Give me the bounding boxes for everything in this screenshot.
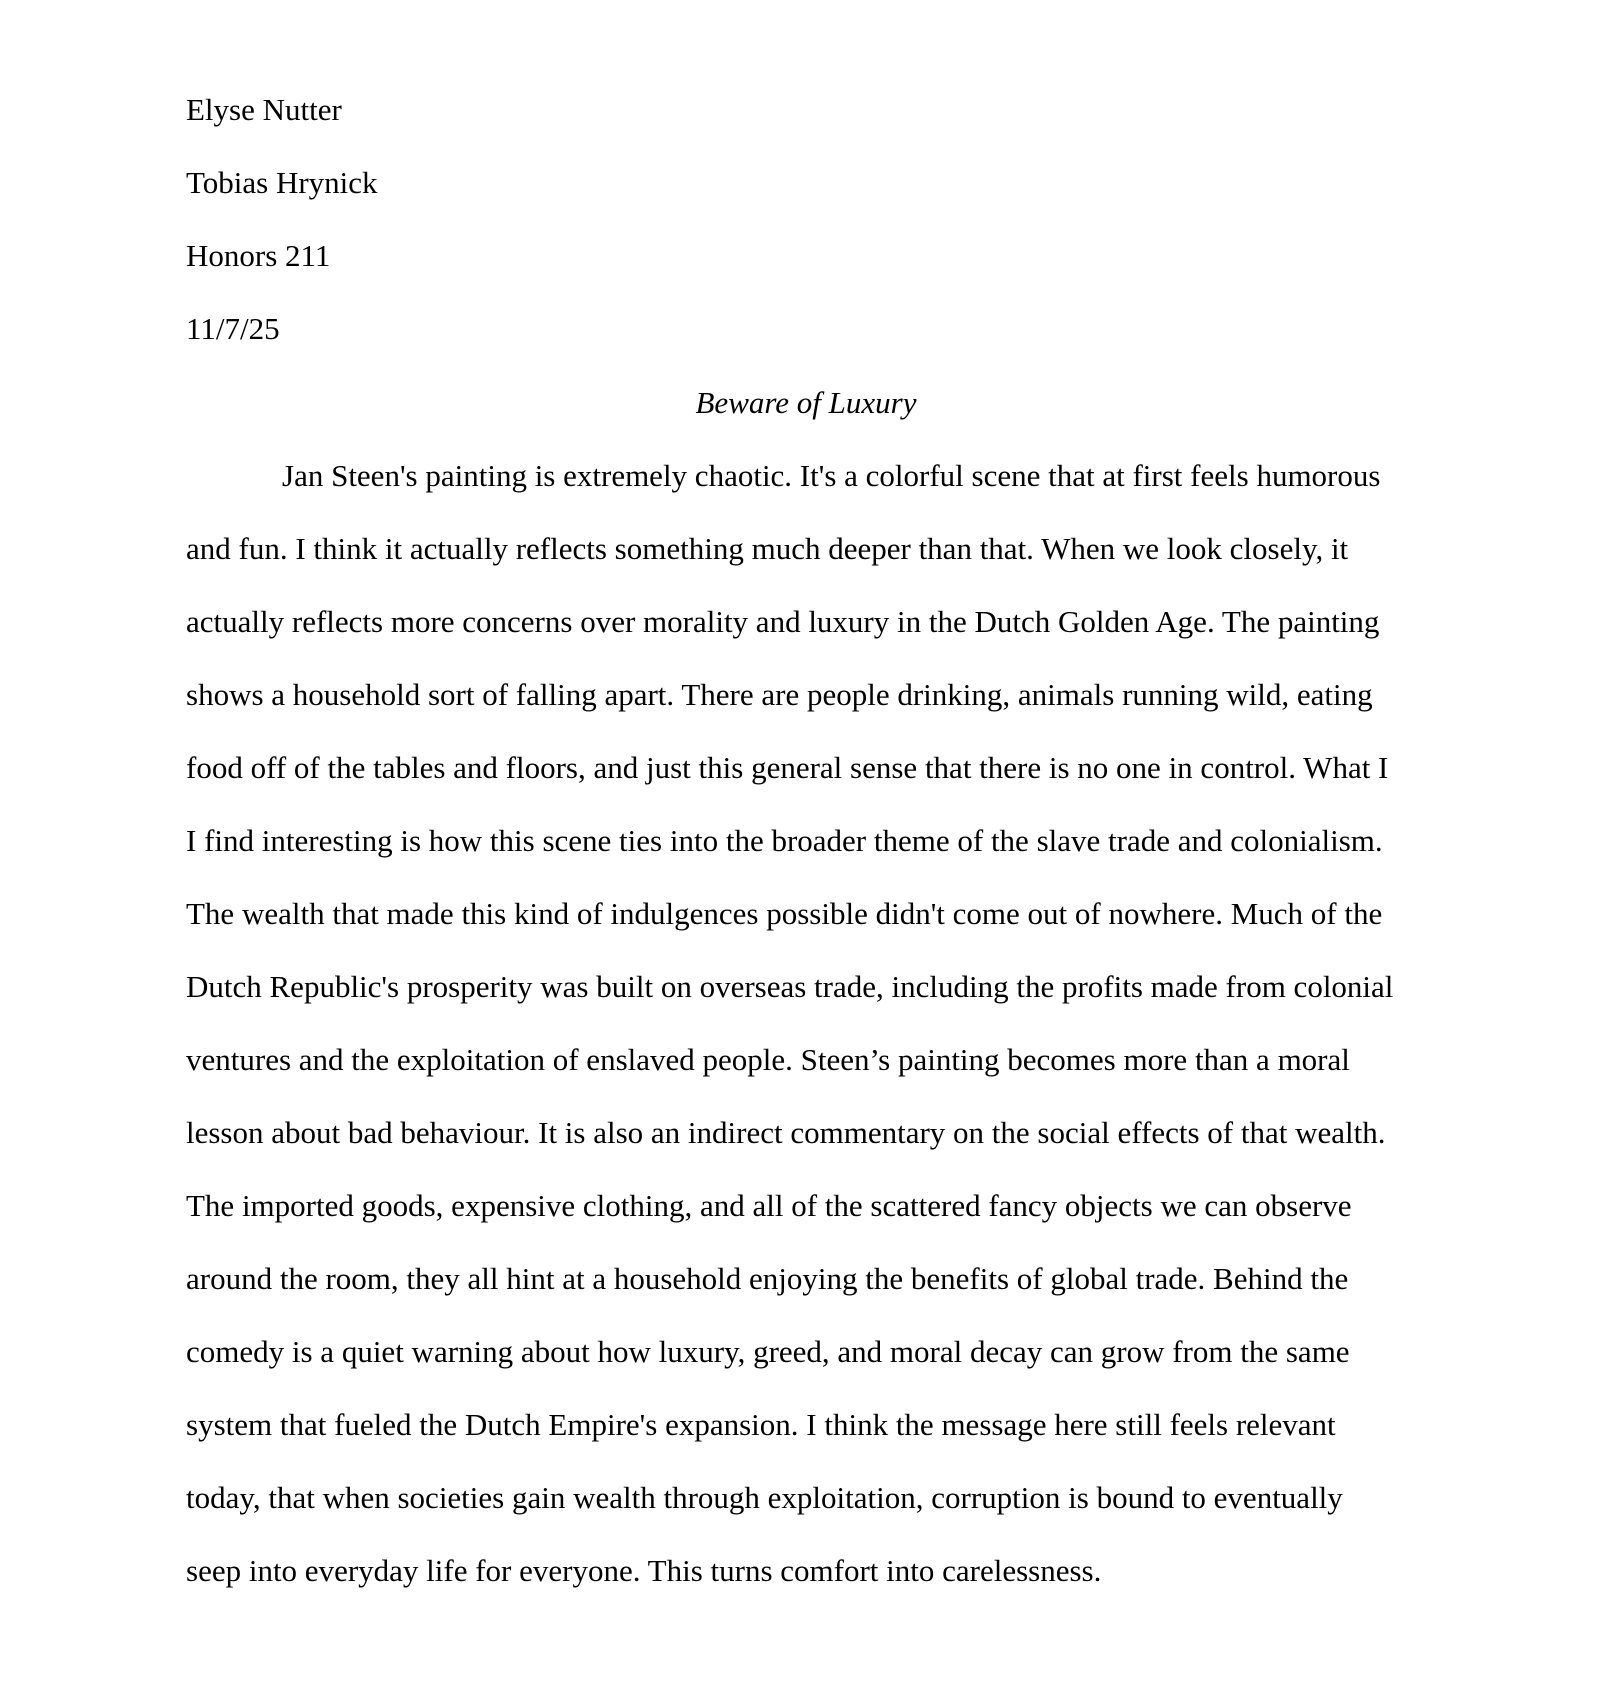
body-line: comedy is a quiet warning about how luxury, greed, and moral decay can grow from the same bbox=[186, 1334, 1350, 1369]
body-line: Jan Steen's painting is extremely chaotic. It's a colorful scene that at first feels humorous bbox=[282, 458, 1381, 493]
body-line: today, that when societies gain wealth through exploitation, corruption is bound to eventually bbox=[186, 1480, 1343, 1515]
body-line: ventures and the exploitation of enslaved people. Steen’s painting becomes more than a moral bbox=[186, 1042, 1350, 1077]
body-line: seep into everyday life for everyone. This turns comfort into carelessness. bbox=[186, 1553, 1102, 1588]
course-name: Honors 211 bbox=[186, 238, 331, 273]
body-line: I find interesting is how this scene ties into the broader theme of the slave trade and colonialism. bbox=[186, 823, 1383, 858]
body-line: The imported goods, expensive clothing, and all of the scattered fancy objects we can observe bbox=[186, 1188, 1352, 1223]
body-line: The wealth that made this kind of indulgences possible didn't come out of nowhere. Much of the bbox=[186, 896, 1383, 931]
body-line: Dutch Republic's prosperity was built on overseas trade, including the profits made from colonial bbox=[186, 969, 1394, 1004]
body-line: lesson about bad behaviour. It is also an indirect commentary on the social effects of that wealth. bbox=[186, 1115, 1386, 1150]
body-line: food off of the tables and floors, and just this general sense that there is no one in control. What I bbox=[186, 750, 1389, 785]
document-date: 11/7/25 bbox=[186, 311, 280, 346]
body-line: around the room, they all hint at a household enjoying the benefits of global trade. Behind the bbox=[186, 1261, 1349, 1296]
author-name: Elyse Nutter bbox=[186, 92, 342, 127]
body-line: actually reflects more concerns over morality and luxury in the Dutch Golden Age. The painting bbox=[186, 604, 1380, 639]
instructor-name: Tobias Hrynick bbox=[186, 165, 378, 200]
body-line: and fun. I think it actually reflects something much deeper than that. When we look closely, it bbox=[186, 531, 1349, 566]
body-line: shows a household sort of falling apart. There are people drinking, animals running wild, eating bbox=[186, 677, 1373, 712]
essay-title: Beware of Luxury bbox=[695, 385, 917, 420]
body-line: system that fueled the Dutch Empire's expansion. I think the message here still feels relevant bbox=[186, 1407, 1336, 1442]
